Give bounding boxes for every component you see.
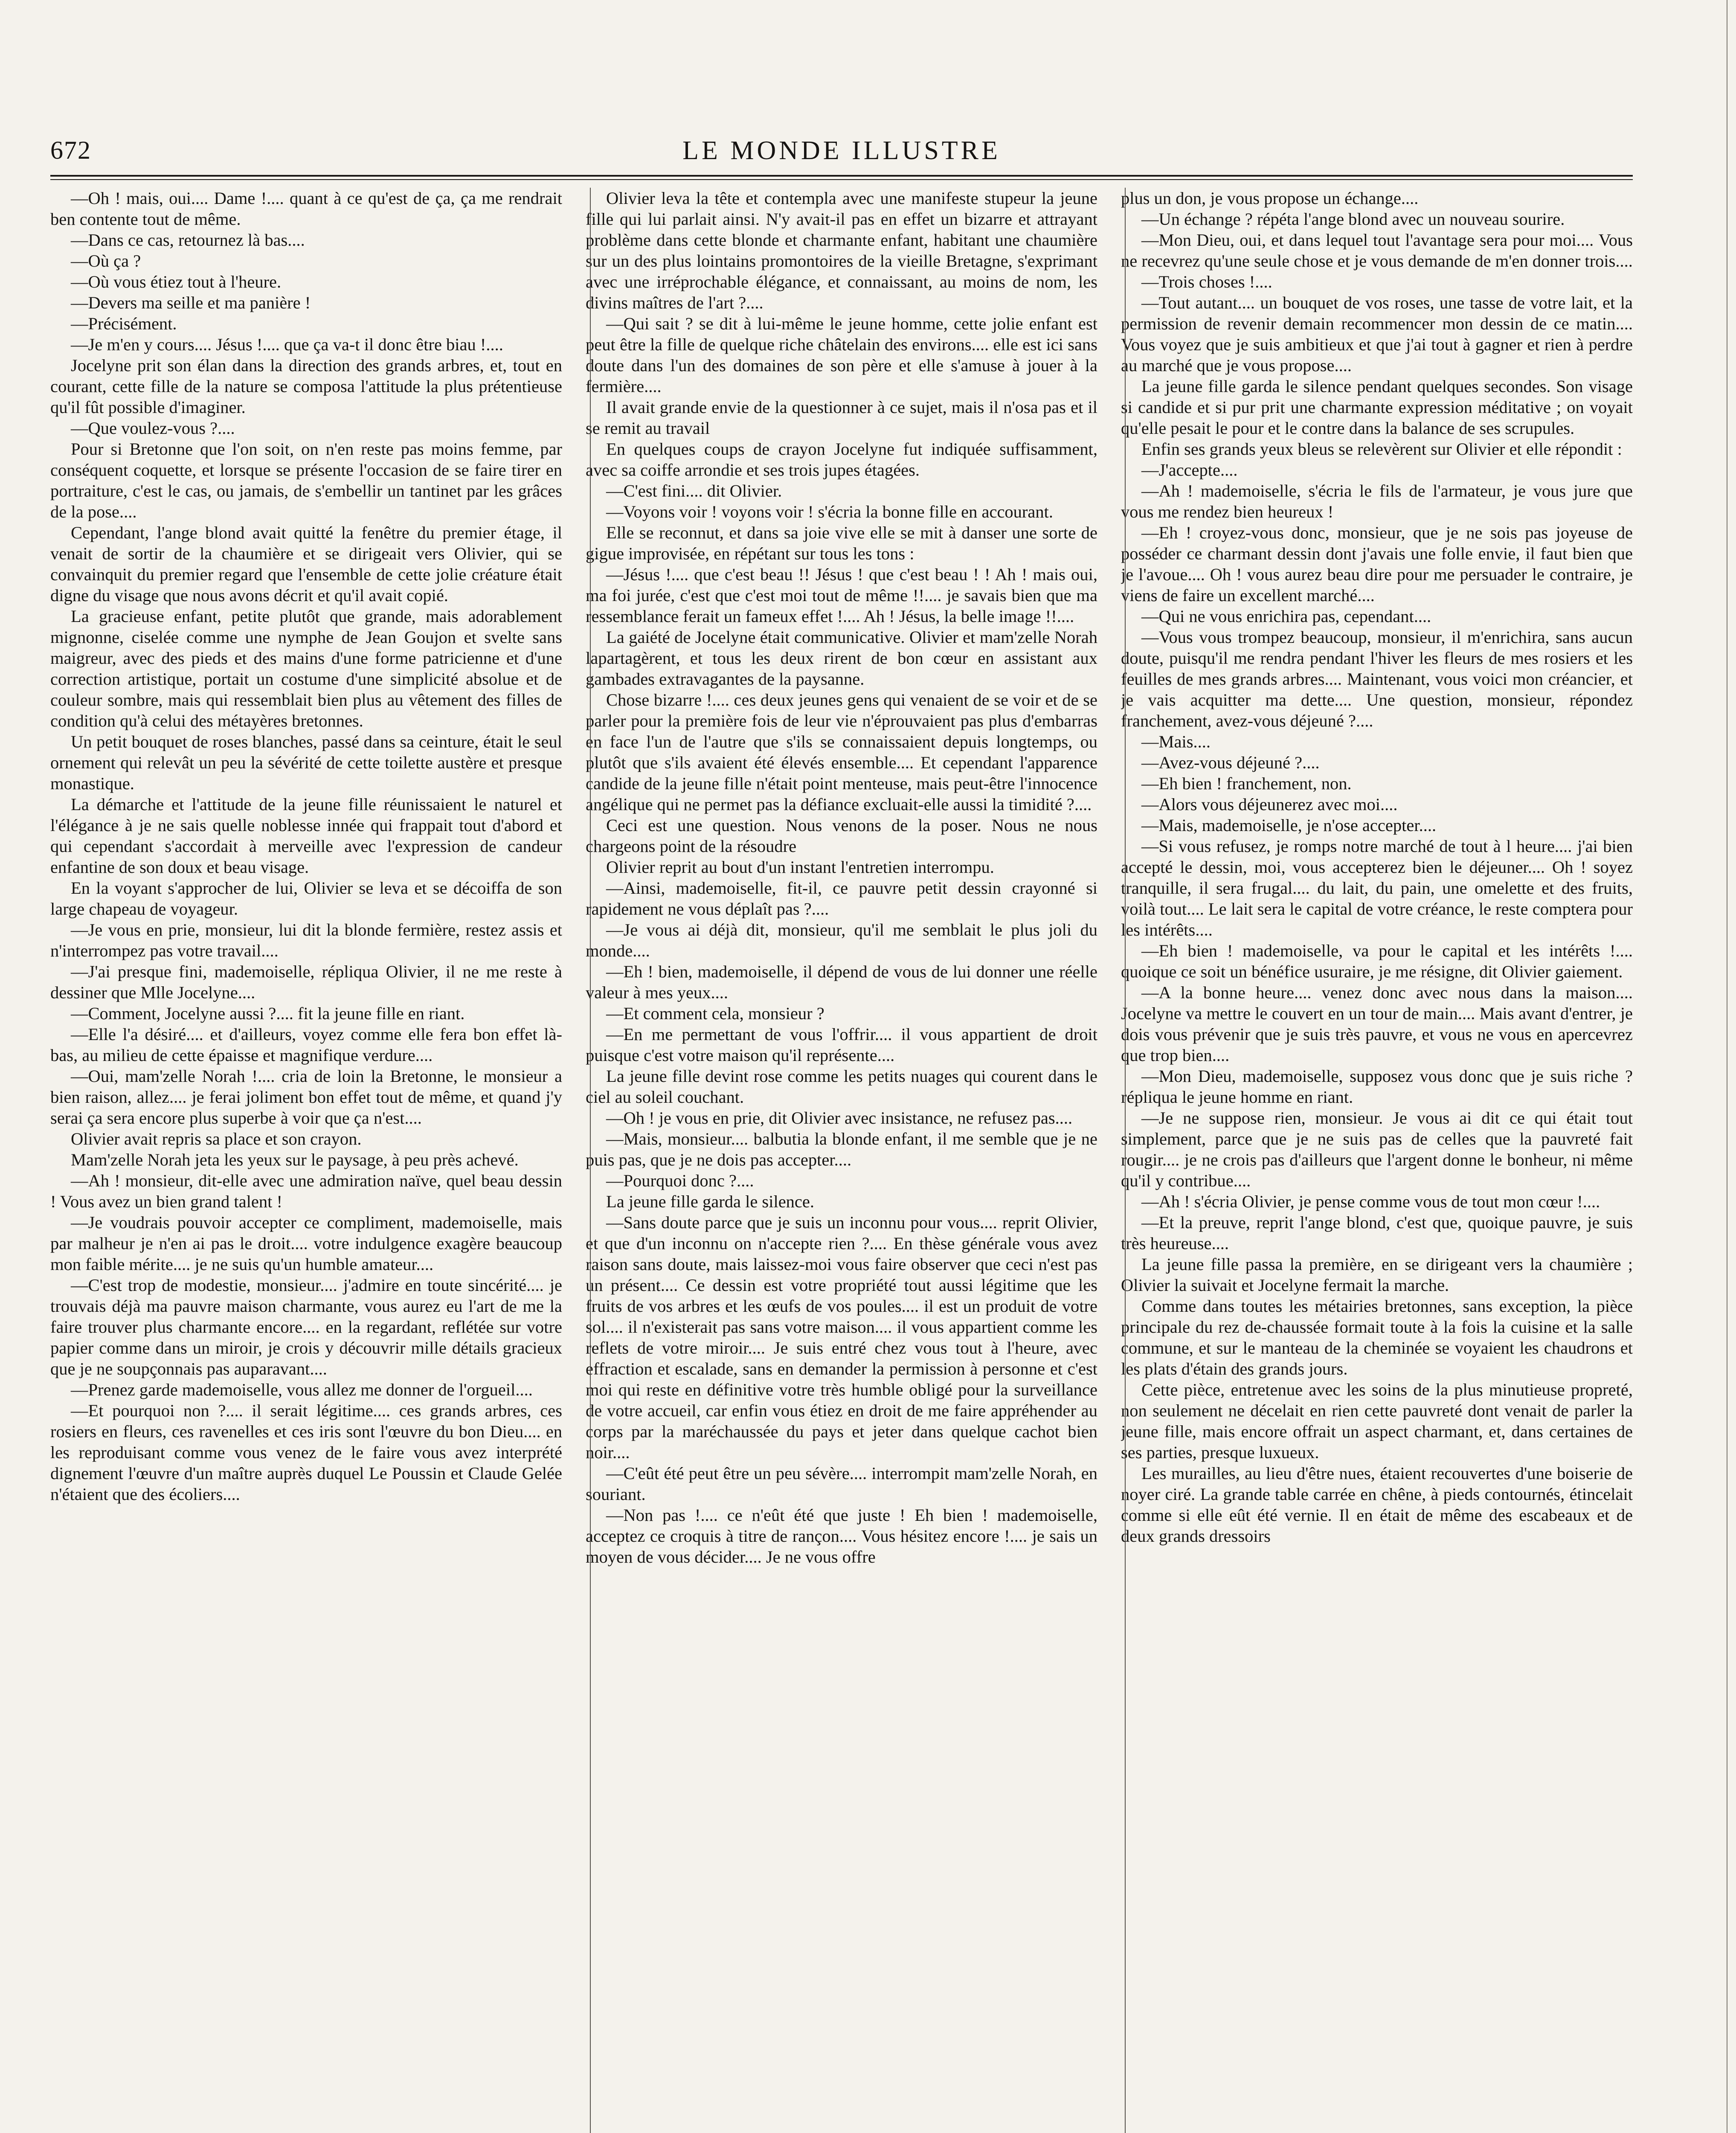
article-columns bbox=[50, 188, 1633, 2133]
dialogue-paragraph: —Mon Dieu, oui, et dans lequel tout l'avantage sera pour moi.... Vous ne recevrez qu'une seule chose et je vous demande de m'en donner trois.... bbox=[1121, 230, 1633, 270]
dialogue-paragraph: —Mais, mademoiselle, je n'ose accepter.... bbox=[1141, 816, 1437, 835]
dialogue-paragraph: —C'est trop de modestie, monsieur.... j'admire en toute sincérité.... je trouvais déjà ma pauvre maison charmante, vous aurez eu l'art de me la faire trouver plus charmante encore.... en la regardant, reflétée sur votre papier comme dans un miroir, je crois y découvrir mille détails gracieux que je ne soupçonnais pas auparavant.... bbox=[50, 1276, 562, 1378]
dialogue-paragraph: —Tout autant.... un bouquet de vos roses, une tasse de votre lait, et la permission de revenir demain recommencer mon dessin de ce matin.... Vous voyez que je suis ambitieux et que j'ai tout à gagner et rien à perdre au marché que je vous propose.... bbox=[1121, 293, 1633, 375]
dialogue-paragraph: —Ainsi, mademoiselle, fit-il, ce pauvre petit dessin crayonné si rapidement ne vous déplaît pas ?.... bbox=[586, 878, 1097, 918]
dialogue-paragraph: —Trois choses !.... bbox=[1141, 272, 1272, 291]
column-separator bbox=[1125, 188, 1126, 2133]
dialogue-paragraph: —Oui, mam'zelle Norah !.... cria de loin la Bretonne, le monsieur a bien raison, allez.... je ferai joliment bon effet tout de même, et quand j'y serai ça sera encore plus superbe à voir que ça n'est.... bbox=[50, 1066, 562, 1128]
page-header bbox=[50, 136, 1633, 175]
text-column-2 bbox=[586, 188, 1097, 2133]
text-paragraph: En la voyant s'approcher de lui, Olivier se leva et se décoiffa de son large chapeau de voyageur. bbox=[50, 878, 562, 918]
journal-title: LE MONDE ILLUSTRE bbox=[682, 136, 1001, 165]
dialogue-paragraph: —Et pourquoi non ?.... il serait légitime.... ces grands arbres, ces rosiers en fleurs, ces ravenelles et ces iris sont l'œuvre du bon Dieu.... en les reproduisant comme vous venez de le faire vous avez interprété dignement l'œuvre d'un maître auprès duquel Le Poussin et Claude Gelée n'étaient que des écoliers.... bbox=[50, 1401, 562, 1504]
dialogue-paragraph: —Précisément. bbox=[71, 314, 177, 333]
header-rule bbox=[50, 175, 1633, 177]
dialogue-paragraph: —J'ai presque fini, mademoiselle, répliqua Olivier, il ne me reste à dessiner que Mlle Jocelyne.... bbox=[50, 962, 562, 1002]
text-paragraph: Olivier reprit au bout d'un instant l'entretien interrompu. bbox=[606, 857, 994, 877]
text-paragraph: La jeune fille garda le silence. bbox=[606, 1192, 814, 1211]
text-column-3 bbox=[1121, 188, 1633, 2133]
text-paragraph: Elle se reconnut, et dans sa joie vive elle se mit à danser une sorte de gigue improvisée, en répétant sur tous les tons : bbox=[586, 523, 1097, 563]
dialogue-paragraph: —Qui sait ? se dit à lui-même le jeune homme, cette jolie enfant est peut être la fille de quelque riche châtelain des environs.... elle est ici sans doute dans l'un des domaines de son père et elle s'amuse à jouer à la fermière.... bbox=[586, 314, 1097, 396]
column-separator bbox=[590, 188, 591, 2133]
text-paragraph: La jeune fille devint rose comme les petits nuages qui courent dans le ciel au soleil couchant. bbox=[586, 1066, 1097, 1107]
text-paragraph: Cette pièce, entretenue avec les soins de la plus minutieuse propreté, non seulement ne décelait en rien cette pauvreté dont venait de parler la jeune fille, mais encore offrait un aspect charmant, et, dans certaines de ses parties, presque luxueux. bbox=[1121, 1380, 1633, 1462]
dialogue-paragraph: —Eh ! bien, mademoiselle, il dépend de vous de lui donner une réelle valeur à mes yeux.... bbox=[586, 962, 1097, 1002]
dialogue-paragraph: —Qui ne vous enrichira pas, cependant.... bbox=[1141, 607, 1431, 626]
text-paragraph: Cependant, l'ange blond avait quitté la fenêtre du premier étage, il venait de sortir de la chaumière et se dirigeait vers Olivier, qui se convainquit du premier regard que l'ensemble de cette jolie créature était digne du visage que nous avons décrit et qu'il avait copié. bbox=[50, 523, 562, 605]
dialogue-paragraph: —Ah ! s'écria Olivier, je pense comme vous de tout mon cœur !.... bbox=[1141, 1192, 1600, 1211]
text-paragraph: La démarche et l'attitude de la jeune fille réunissaient le naturel et l'élégance à je ne sais quelle noblesse innée qui frappait tout d'abord et qui cependant s'accordait à merveille avec l'expression de candeur enfantine de son doux et beau visage. bbox=[50, 795, 562, 877]
dialogue-paragraph: —Mais.... bbox=[1141, 732, 1211, 751]
dialogue-paragraph: —Voyons voir ! voyons voir ! s'écria la bonne fille en accourant. bbox=[606, 502, 1054, 521]
page-number: 672 bbox=[50, 136, 91, 164]
dialogue-paragraph: —Eh bien ! mademoiselle, va pour le capital et les intérêts !.... quoique ce soit un bénéfice usuraire, je me résigne, dit Olivier gaiement. bbox=[1121, 941, 1633, 981]
text-paragraph: Enfin ses grands yeux bleus se relevèrent sur Olivier et elle répondit : bbox=[1141, 439, 1622, 459]
dialogue-paragraph: —Je voudrais pouvoir accepter ce compliment, mademoiselle, mais par malheur je n'en ai pas le droit.... votre indulgence exagère beaucoup mon faible mérite.... je ne suis qu'un humble amateur.... bbox=[50, 1213, 562, 1274]
text-paragraph: En quelques coups de crayon Jocelyne fut indiquée suffisamment, avec sa coiffe arrondie et ses trois jupes étagées. bbox=[586, 439, 1097, 479]
text-paragraph: Il avait grande envie de la questionner à ce sujet, mais il n'osa pas et il se remit au travail bbox=[586, 398, 1097, 438]
dialogue-paragraph: —A la bonne heure.... venez donc avec nous dans la maison.... Jocelyne va mettre le couvert en un tour de main.... Mais avant d'entrer, je dois vous prévenir que je suis très pauvre, et vous ne vous en apercevrez que trop bien.... bbox=[1121, 983, 1633, 1065]
dialogue-paragraph: —Je ne suppose rien, monsieur. Je vous ai dit ce qui était tout simplement, parce que je ne suis pas de celles que la pauvreté fait rougir.... je ne crois pas d'ailleurs que l'argent donne le bonheur, ni même qu'il y contribue.... bbox=[1121, 1108, 1633, 1190]
dialogue-paragraph: —Alors vous déjeunerez avec moi.... bbox=[1141, 795, 1398, 814]
text-paragraph: Jocelyne prit son élan dans la direction des grands arbres, et, tout en courant, cette fille de la nature se composa l'attitude la plus prétentieuse qu'il fût possible d'imaginer. bbox=[50, 356, 562, 417]
text-paragraph: Les murailles, au lieu d'être nues, étaient recouvertes d'une boiserie de noyer ciré. La grande table carrée en chêne, à pieds contournés, étincelait comme si elle eût été vernie. Il en était de même des escabeaux et de deux grands dressoirs bbox=[1121, 1464, 1633, 1546]
dialogue-paragraph: —En me permettant de vous l'offrir.... il vous appartient de droit puisque c'est votre maison qu'il représente.... bbox=[586, 1025, 1097, 1065]
text-paragraph: Olivier leva la tête et contempla avec une manifeste stupeur la jeune fille qui lui parlait ainsi. N'y avait-il pas en effet un bizarre et attrayant problème dans cette blonde et charmante enfant, habitant une chaumière sur un des plus lointains promontoires de la vieille Bretagne, s'exprimant avec une irréprochable élégance, et connaissant, au moins de nom, les divins maîtres de l'art ?.... bbox=[586, 189, 1097, 312]
dialogue-paragraph: —Un échange ? répéta l'ange blond avec un nouveau sourire. bbox=[1141, 209, 1565, 229]
dialogue-paragraph: —Et la preuve, reprit l'ange blond, c'est que, quoique pauvre, je suis très heureuse.... bbox=[1121, 1213, 1633, 1253]
dialogue-paragraph: —Et comment cela, monsieur ? bbox=[606, 1004, 824, 1023]
text-paragraph: La jeune fille passa la première, en se dirigeant vers la chaumière ; Olivier la suivait et Jocelyne fermait la marche. bbox=[1121, 1255, 1633, 1295]
dialogue-paragraph: —Eh bien ! franchement, non. bbox=[1141, 774, 1352, 793]
dialogue-paragraph: —C'eût été peut être un peu sévère.... interrompit mam'zelle Norah, en souriant. bbox=[586, 1464, 1097, 1504]
dialogue-paragraph: —Elle l'a désiré.... et d'ailleurs, voyez comme elle fera bon effet là-bas, au milieu de cette épaisse et magnifique verdure.... bbox=[50, 1025, 562, 1065]
dialogue-paragraph: —Oh ! je vous en prie, dit Olivier avec insistance, ne refusez pas.... bbox=[606, 1108, 1073, 1128]
dialogue-paragraph: —Eh ! croyez-vous donc, monsieur, que je ne sois pas joyeuse de posséder ce charmant dessin dont j'avais une folle envie, il faut bien que je l'avoue.... Oh ! vous aurez beau dire pour me persuader le contraire, je viens de faire un excellent marché.... bbox=[1121, 523, 1633, 605]
text-paragraph: Un petit bouquet de roses blanches, passé dans sa ceinture, était le seul ornement qui relevât un peu la sévérité de cette toilette austère et presque monastique. bbox=[50, 732, 562, 793]
text-paragraph: Comme dans toutes les métairies bretonnes, sans exception, la pièce principale du rez de-chaussée formait toute à la fois la cuisine et la salle commune, et sur le manteau de la cheminée se voyaient les chaudrons et les plats d'étain des grands jours. bbox=[1121, 1296, 1633, 1378]
text-column-1 bbox=[50, 188, 562, 2133]
dialogue-paragraph: —Je m'en y cours.... Jésus !.... que ça va-t il donc être biau !.... bbox=[71, 335, 503, 354]
text-paragraph: La gaiété de Jocelyne était communicative. Olivier et mam'zelle Norah lapartagèrent, et tous les deux rirent de bon cœur en assistant aux gambades extravagantes de la paysanne. bbox=[586, 628, 1097, 689]
dialogue-paragraph: —Comment, Jocelyne aussi ?.... fit la jeune fille en riant. bbox=[71, 1004, 465, 1023]
dialogue-paragraph: —Ah ! mademoiselle, s'écria le fils de l'armateur, je vous jure que vous me rendez bien heureux ! bbox=[1121, 481, 1633, 521]
text-paragraph: Mam'zelle Norah jeta les yeux sur le paysage, à peu près achevé. bbox=[71, 1150, 519, 1169]
dialogue-paragraph: —J'accepte.... bbox=[1141, 460, 1238, 479]
dialogue-paragraph: —Jésus !.... que c'est beau !! Jésus ! que c'est beau ! ! Ah ! mais oui, ma foi jurée, c'est que c'est moi tout de même !!.... je savais bien que ma ressemblance ferait un fameux effet !.... Ah ! Jésus, la belle image !!.... bbox=[586, 565, 1097, 626]
dialogue-paragraph: —Non pas !.... ce n'eût été que juste ! Eh bien ! mademoiselle, acceptez ce croquis à titre de rançon.... Vous hésitez encore !.... je sais un moyen de vous décider.... Je ne vous offre bbox=[586, 1505, 1097, 1566]
dialogue-paragraph: —Devers ma seille et ma panière ! bbox=[71, 293, 311, 312]
dialogue-paragraph: —Vous vous trompez beaucoup, monsieur, il m'enrichira, sans aucun doute, puisqu'il me rendra pendant l'hiver les fleurs de mes rosiers et les feuilles de mes grands arbres.... Maintenant, vous voici mon créancier, et je vais acquitter ma dette.... Une question, monsieur, répondez franchement, avez-vous déjeuné ?.... bbox=[1121, 628, 1633, 730]
dialogue-paragraph: —Pourquoi donc ?.... bbox=[606, 1171, 754, 1190]
dialogue-paragraph: —Avez-vous déjeuné ?.... bbox=[1141, 753, 1320, 772]
dialogue-paragraph: —Sans doute parce que je suis un inconnu pour vous.... reprit Olivier, et que d'un inconnu on n'accepte rien ?.... En thèse générale vous avez raison sans doute, mais laissez-moi vous faire observer que ceci n'est pas un présent.... Ce dessin est votre propriété tout aussi légitime que les fruits de vos arbres et les œufs de vos poules.... il est un produit de votre sol.... il n'existerait pas sans votre maison.... il vous appartient comme les reflets de votre miroir.... Je suis entré chez vous tout à l'heure, avec effraction et escalade, sans en demander la permission à personne et c'est moi qui reste en définitive votre très humble obligé pour la surveillance de votre accueil, car enfin vous étiez en droit de me faire appréhender au corps par la maréchaussée du pays et jeter dans quelque cachot bien noir.... bbox=[586, 1213, 1097, 1462]
dialogue-paragraph: —C'est fini.... dit Olivier. bbox=[606, 481, 782, 500]
dialogue-paragraph: —Je vous ai déjà dit, monsieur, qu'il me semblait le plus joli du monde.... bbox=[586, 920, 1097, 960]
dialogue-paragraph: —Si vous refusez, je romps notre marché de tout à l heure.... j'ai bien accepté le dessin, moi, vous accepterez bien le déjeuner.... Oh ! soyez tranquille, il sera frugal.... du lait, du pain, une omelette et des fruits, voilà tout.... Le lait sera le capital de votre créance, le reste comptera pour les intérêts.... bbox=[1121, 837, 1633, 939]
dialogue-paragraph: —Que voulez-vous ?.... bbox=[71, 418, 235, 438]
text-paragraph: Pour si Bretonne que l'on soit, on n'en reste pas moins femme, par conséquent coquette, et lorsque se présente l'occasion de se faire tirer en portraiture, c'est le cas, ou jamais, de s'embellir un tantinet par les grâces de la pose.... bbox=[50, 439, 562, 521]
dialogue-paragraph: —Prenez garde mademoiselle, vous allez me donner de l'orgueil.... bbox=[71, 1380, 533, 1399]
text-paragraph: Olivier avait repris sa place et son crayon. bbox=[71, 1129, 362, 1148]
header-rule-thin bbox=[50, 179, 1633, 180]
dialogue-paragraph: —Mais, monsieur.... balbutia la blonde enfant, il me semble que je ne puis pas, que je ne dois pas accepter.... bbox=[586, 1129, 1097, 1169]
dialogue-paragraph: —Dans ce cas, retournez là bas.... bbox=[71, 230, 305, 250]
text-paragraph: La jeune fille garda le silence pendant quelques secondes. Son visage si candide et si pur prit une charmante expression méditative ; on voyait qu'elle pesait le pour et le contre dans la balance de ses scrupules. bbox=[1121, 377, 1633, 438]
text-paragraph: Ceci est une question. Nous venons de la poser. Nous ne nous chargeons point de la résoudre bbox=[586, 816, 1097, 856]
dialogue-paragraph: —Ah ! monsieur, dit-elle avec une admiration naïve, quel beau dessin ! Vous avez un bien grand talent ! bbox=[50, 1171, 562, 1211]
dialogue-paragraph: —Où vous étiez tout à l'heure. bbox=[71, 272, 282, 291]
text-paragraph: plus un don, je vous propose un échange.... bbox=[1121, 189, 1419, 208]
text-paragraph: La gracieuse enfant, petite plutôt que grande, mais adorablement mignonne, ciselée comme une nymphe de Jean Goujon et svelte sans maigreur, avec des pieds et des mains d'une forme patricienne et d'une correction artistique, portait un costume d'une simplicité absolue et de couleur sombre, mais qui ressemblait bien plus au vêtement des filles de condition qu'à celui des métayères bretonnes. bbox=[50, 607, 562, 730]
dialogue-paragraph: —Oh ! mais, oui.... Dame !.... quant à ce qu'est de ça, ça me rendrait ben contente tout de même. bbox=[50, 189, 562, 229]
dialogue-paragraph: —Je vous en prie, monsieur, lui dit la blonde fermière, restez assis et n'interrompez pas votre travail.... bbox=[50, 920, 562, 960]
text-paragraph: Chose bizarre !.... ces deux jeunes gens qui venaient de se voir et de se parler pour la première fois de leur vie n'éprouvaient pas plus d'embarras en face l'un de l'autre que s'ils se connaissaient depuis longtemps, ou plutôt que s'ils avaient été élevés ensemble.... Et cependant l'apparence candide de la jeune fille n'était point menteuse, mais peut-être l'innocence angélique qui ne permet pas la défiance excluait-elle aussi la timidité ?.... bbox=[586, 690, 1097, 814]
dialogue-paragraph: —Où ça ? bbox=[71, 251, 141, 270]
dialogue-paragraph: —Mon Dieu, mademoiselle, supposez vous donc que je suis riche ? répliqua le jeune homme en riant. bbox=[1121, 1066, 1633, 1107]
